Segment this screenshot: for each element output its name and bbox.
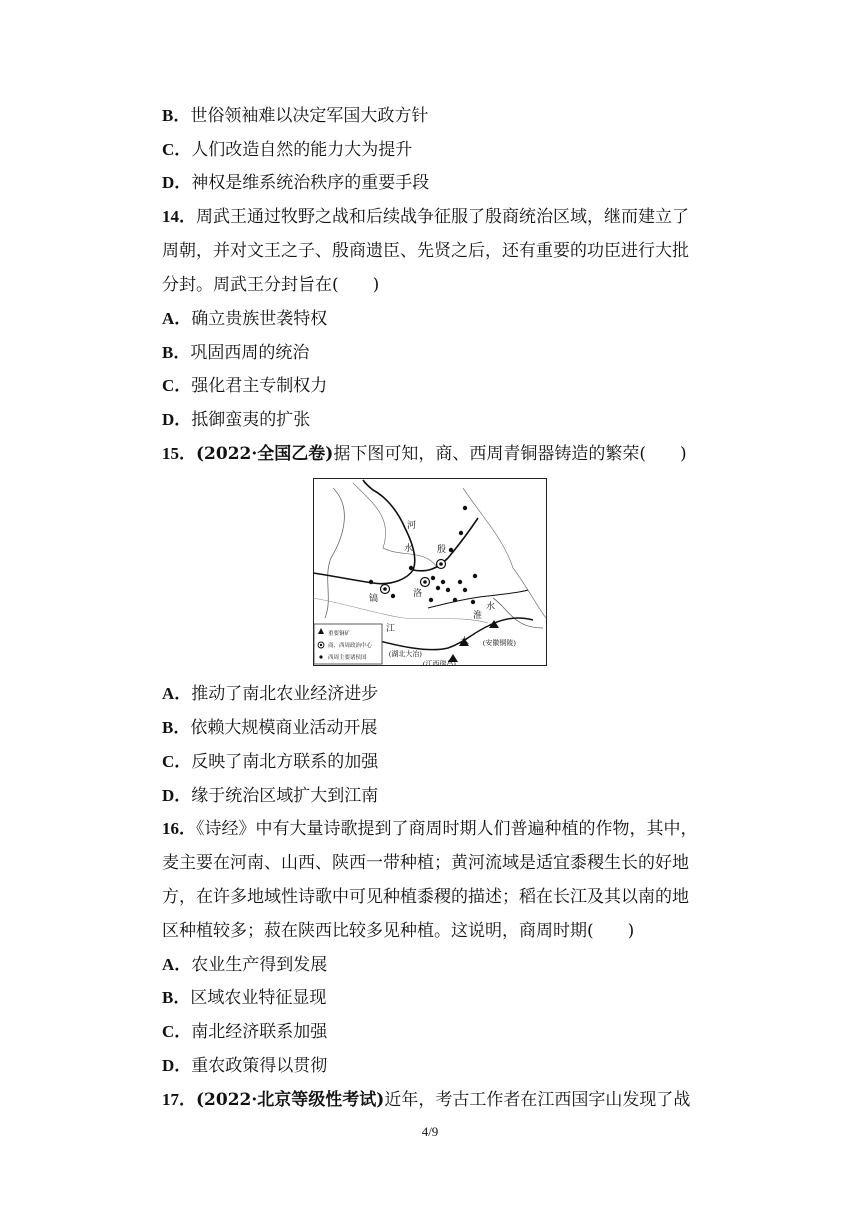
q16-stem-line-4: 区种植较多；菽在陕西比较多见种植。这说明，商周时期( ) [162,921,635,941]
q16-stem-line-2: 麦主要在河南、山西、陕西一带种植；黄河流域是适宜黍稷生长的好地 [162,853,689,873]
q14-stem-line-1: 14．周武王通过牧野之战和后续战争征服了殷商统治区域，继而建立了 [162,207,689,227]
q14-option-d: D．抵御蛮夷的扩张 [162,410,311,430]
svg-text:洛: 洛 [413,588,423,598]
q16-option-a: A．农业生产得到发展 [162,955,328,975]
q13-option-b: B．世俗领袖难以决定军国大政方针 [162,106,429,126]
q15-stem: 15．(2022·全国乙卷)据下图可知，商、西周青铜器铸造的繁荣( ) [162,444,687,464]
svg-text:(湖北大冶): (湖北大冶) [389,650,422,658]
q14-option-b: B．巩固西周的统治 [162,343,310,363]
q14-stem-line-3: 分封。周武王分封旨在( ) [162,275,380,295]
q16-option-d: D．重农政策得以贯彻 [162,1056,328,1076]
svg-text:淮: 淮 [473,610,483,620]
q16-stem-line-3: 方，在许多地域性诗歌中可见种植黍稷的描述；稻在长江及其以南的地 [162,887,689,907]
q16-stem-line-1: 16．《诗经》中有大量诗歌提到了商周时期人们普遍种植的作物，其中， [162,819,698,839]
svg-text:水: 水 [486,601,496,611]
q14-stem-line-2: 周朝，并对文王之子、殷商遗臣、先贤之后，还有重要的功臣进行大批 [162,241,689,261]
svg-text:殷: 殷 [437,544,447,554]
svg-text:河: 河 [407,520,417,530]
q17-stem: 17．(2022·北京等级性考试)近年，考古工作者在江西国字山发现了战 [162,1090,691,1110]
q15-option-c: C．反映了南北方联系的加强 [162,752,379,772]
q14-option-a: A．确立贵族世袭特权 [162,309,328,329]
q14-option-c: C．强化君主专制权力 [162,376,328,396]
svg-text:水: 水 [404,543,414,553]
q15-option-a: A．推动了南北农业经济进步 [162,684,379,704]
q13-option-d: D．神权是维系统治秩序的重要手段 [162,173,430,193]
svg-text:(安徽铜陵): (安徽铜陵) [483,639,516,647]
q15-option-d: D．缘于统治区域扩大到江南 [162,786,379,806]
svg-text:(江西瑞昌): (江西瑞昌) [423,660,456,666]
svg-text:西周主要诸侯国: 西周主要诸侯国 [328,655,367,661]
page-number: 4/9 [421,1124,439,1139]
q16-option-b: B．区域农业特征显现 [162,988,327,1008]
q15-option-b: B．依赖大规模商业活动开展 [162,718,378,738]
svg-text:重要铜矿: 重要铜矿 [328,631,351,637]
q13-option-c: C．人们改造自然的能力大为提升 [162,140,413,160]
q16-option-c: C．南北经济联系加强 [162,1022,328,1042]
svg-text:江: 江 [386,623,396,633]
svg-text:商、西周政治中心: 商、西周政治中心 [328,643,373,649]
svg-text:水: 水 [460,636,470,646]
svg-text:镐: 镐 [369,593,379,603]
bronze-map [313,478,547,666]
